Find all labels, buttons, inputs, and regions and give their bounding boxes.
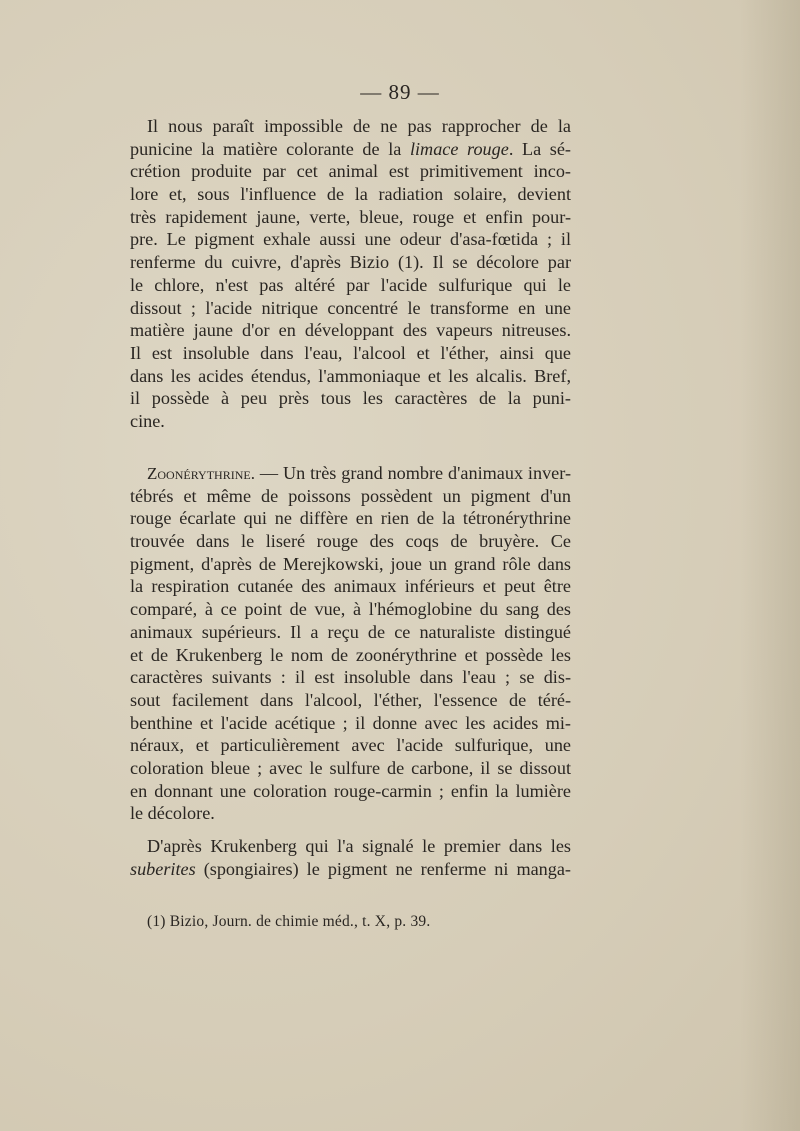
text-line: pre. Le pigment exhale aussi une odeur d'asa-fœtida ; il <box>130 229 571 250</box>
text-line: lore et, sous l'influence de la radiation solaire, devient <box>130 184 571 205</box>
text-line: Il nous paraît impossible de ne pas rapprocher de la <box>147 116 571 136</box>
text-line: renferme du cuivre, d'après Bizio (1). Il se décolore par <box>130 252 571 273</box>
paragraph-zoonerythrine <box>130 462 571 825</box>
text-line: comparé, à ce point de vue, à l'hémoglobine du sang des <box>130 599 571 620</box>
text-line: rouge écarlate qui ne diffère en rien de la tétronérythrine <box>130 508 571 529</box>
text-line: la respiration cutanée des animaux inférieurs et peut être <box>130 576 571 597</box>
text-line: tébrés et même de poissons possèdent un pigment d'un <box>130 485 571 506</box>
text-line: cine. <box>130 410 165 431</box>
footnote: (1) Bizio, Journ. de chimie méd., t. X, p. 39. <box>147 913 431 930</box>
paragraph-punicine <box>130 115 571 433</box>
text-line: le décolore. <box>130 803 215 824</box>
text-line: trouvée dans le liseré rouge des coqs de bruyère. Ce <box>130 531 571 552</box>
text-line: caractères suivants : il est insoluble dans l'eau ; se dis- <box>130 667 571 688</box>
italic-term: suberites <box>130 858 196 879</box>
text-line: néraux, et particulièrement avec l'acide sulfurique, une <box>130 735 571 756</box>
section-heading: Zoonérythrine. <box>147 464 255 483</box>
text-line: crétion produite par cet animal est primitivement inco- <box>130 161 571 182</box>
text-line: benthine et l'acide acétique ; il donne avec les acides mi- <box>130 712 571 733</box>
text-line: Zoonérythrine. — Un très grand nombre d'animaux inver- <box>147 463 571 483</box>
text-line: matière jaune d'or en développant des vapeurs nitreuses. <box>130 320 571 341</box>
text-line: punicine la matière colorante de la limace rouge. La sé- <box>130 138 571 159</box>
page-edge-shadow <box>740 0 800 1131</box>
text-line: dans les acides étendus, l'ammoniaque et les alcalis. Bref, <box>130 365 571 386</box>
text-line: Il est insoluble dans l'eau, l'alcool et l'éther, ainsi que <box>130 342 571 363</box>
text-line: suberites (spongiaires) le pigment ne renferme ni manga- <box>130 858 571 879</box>
text-line: sout facilement dans l'alcool, l'éther, l'essence de téré- <box>130 689 571 710</box>
text-line: D'après Krukenberg qui l'a signalé le premier dans les <box>147 836 571 856</box>
text-line: pigment, d'après de Merejkowski, joue un grand rôle dans <box>130 553 571 574</box>
text-line: et de Krukenberg le nom de zoonérythrine et possède les <box>130 644 571 665</box>
text-line: animaux supérieurs. Il a reçu de ce naturaliste distingué <box>130 621 571 642</box>
text-line: très rapidement jaune, verte, bleue, rouge et enfin pour- <box>130 206 571 227</box>
italic-term: limace rouge <box>409 138 509 159</box>
text-line: coloration bleue ; avec le sulfure de carbone, il se dissout <box>130 757 571 778</box>
text-line: il possède à peu près tous les caractères de la puni- <box>130 388 571 409</box>
text-line: le chlore, n'est pas altéré par l'acide sulfurique qui le <box>130 274 571 295</box>
text-line: dissout ; l'acide nitrique concentré le transforme en une <box>130 297 571 318</box>
paragraph-krukenberg <box>130 835 571 880</box>
page-number: — 89 — <box>360 80 440 104</box>
text-line: en donnant une coloration rouge-carmin ; enfin la lumière <box>130 780 571 801</box>
